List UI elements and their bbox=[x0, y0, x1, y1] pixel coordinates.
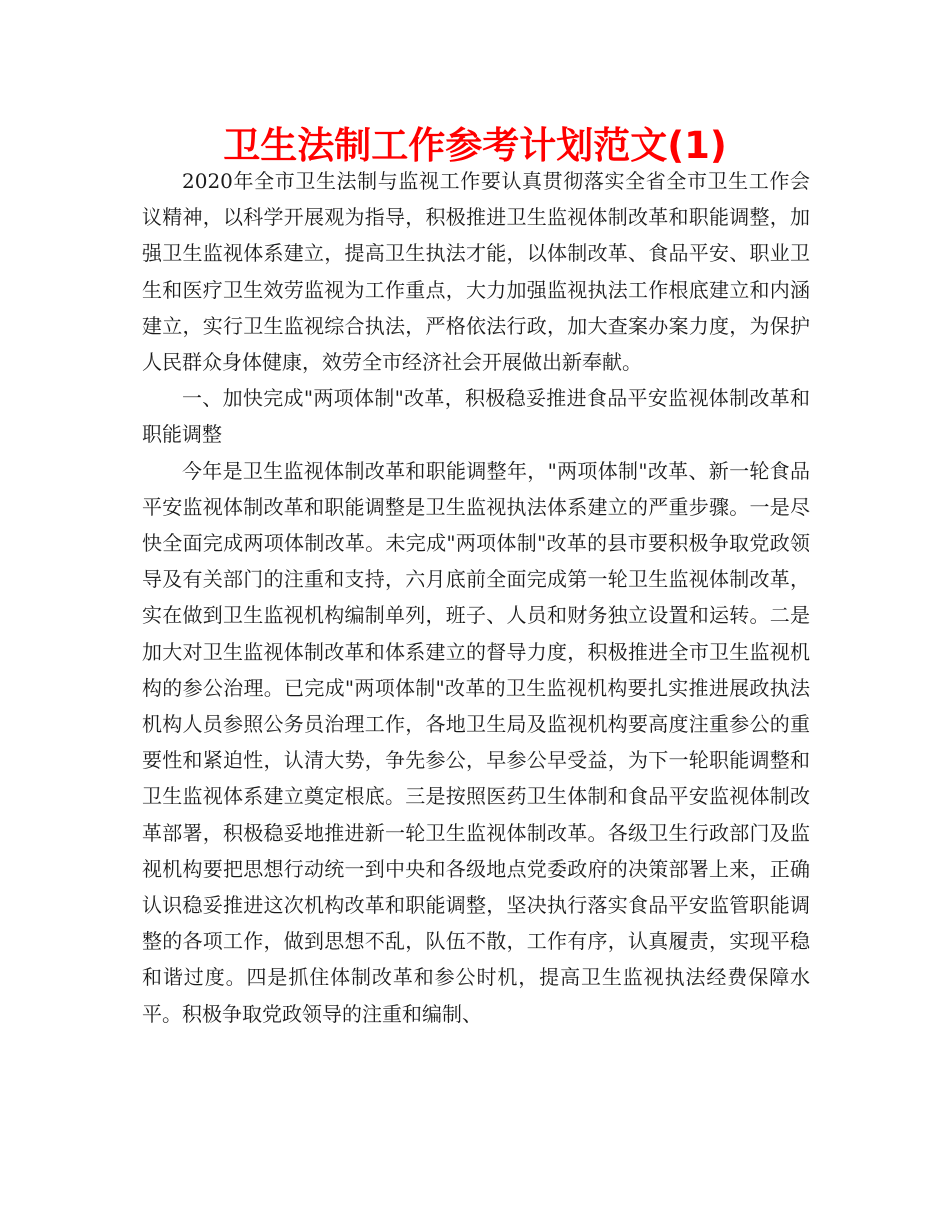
document-body bbox=[142, 163, 810, 1032]
paragraph-section-heading-1: 一、加快完成"两项体制"改革，积极稳妥推进食品平安监视体制改革和职能调整 bbox=[142, 386, 810, 447]
paragraph-section-body-1: 今年是卫生监视体制改革和职能调整年，"两项体制"改革、新一轮食品平安监视体制改革和职能调整是卫生监视执法体系建立的严重步骤。一是尽快全面完成两项体制改革。未完成"两项体制"改革的县市要积极争取党政领导及有关部门的注重和支持，六月底前全面完成第一轮卫生监视体制改革，实在做到卫生监视机构编制单列，班子、人员和财务独立设置和运转。二是加大对卫生监视体制改革和体系建立的督导力度，积极推进全市卫生监视机构的参公治理。已完成"两项体制"改革的卫生监视机构要扎实推进展政执法机构人员参照公务员治理工作，各地卫生局及监视机构要高度注重参公的重要性和紧迫性，认清大势，争先参公，早参公早受益，为下一轮职能调整和卫生监视体系建立奠定根底。三是按照医药卫生体制和食品平安监视体制改革部署，积极稳妥地推进新一轮卫生监视体制改革。各级卫生行政部门及监视机构要把思想行动统一到中央和各级地点党委政府的决策部署上来，正确认识稳妥推进这次机构改革和职能调整，坚决执行落实食品平安监管职能调整的各项工作，做到思想不乱，队伍不散，工作有序，认真履责，实现平稳和谐过度。四是抓住体制改革和参公时机，提高卫生监视执法经费保障水平。积极争取党政领导的注重和编制、 bbox=[142, 458, 810, 1026]
paragraph-intro: 2020年全市卫生法制与监视工作要认真贯彻落实全省全市卫生工作会议精神，以科学开展观为指导，积极推进卫生监视体制改革和职能调整，加强卫生监视体系建立，提高卫生执法才能，以体制改革、食品平安、职业卫生和医疗卫生效劳监视为工作重点，大力加强监视执法工作根底建立和内涵建立，实行卫生监视综合执法，严格依法行政，加大查案办案力度，为保护人民群众身体健康，效劳全市经济社会开展做出新奉献。 bbox=[142, 169, 810, 375]
document-title: 卫生法制工作参考计划范文(1) bbox=[223, 124, 727, 167]
